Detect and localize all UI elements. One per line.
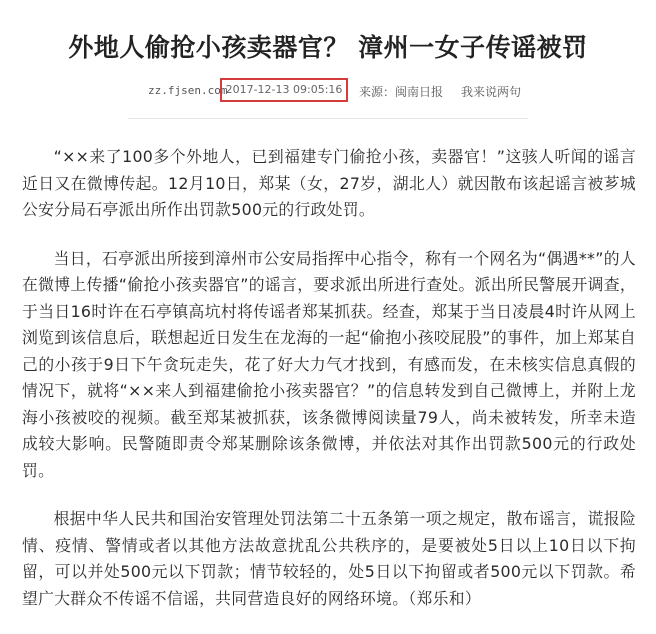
publish-datetime: 2017-12-13 09:05:16 [220,78,348,102]
site-domain: zz.fjsen.com [148,84,228,97]
article-source: 来源：闽南日报 [359,85,444,99]
article-meta [0,78,656,104]
divider [128,118,528,119]
paragraph: “××来了100多个外地人，已到福建专门偷抢小孩，卖器官！”这骇人听闻的谣言近日又在微博传起。12月10日，郑某（女，27岁，湖北人）就因散布该起谣言被芗城公安分局石亭派出所作出罚款500元的行政处罚。 [22,147,636,219]
paragraph: 根据中华人民共和国治安管理处罚法第二十五条第一项之规定，散布谣言，谎报险情、疫情、警情或者以其他方法故意扰乱公共秩序的，是要被处5日以上10日以下拘留，可以并处500元以下罚款；情节较轻的，处5日以下拘留或者500元以下罚款。希望广大群众不传谣不信谣，共同营造良好的网络环境。（郑乐和） [22,509,636,608]
article-body [22,144,636,634]
article-title: 外地人偷抢小孩卖器官？ 漳州一女子传谣被罚 [68,33,588,62]
comment-link[interactable]: 我来说两句 [461,85,522,99]
paragraph: 当日，石亭派出所接到漳州市公安局指挥中心指令，称有一个网名为“偶遇**”的人在微博上传播“偷抢小孩卖器官”的谣言，要求派出所进行查处。派出所民警展开调查，于当日16时许在石亭镇高坑村将传谣者郑某抓获。经查，郑某于当日凌晨4时许从网上浏览到该信息后，联想起近日发生在龙海的一起“偷抱小孩咬屁股”的事件，加上郑某自己的小孩于9日下午贪玩走失，花了好大力气才找到，有感而发，在未核实信息真假的情况下，就将“××来人到福建偷抢小孩卖器官？”的信息转发到自己微博上，并附上龙海小孩被咬的视频。截至郑某被抓获，该条微博阅读量79人，尚未被转发，所幸未造成较大影响。民警随即责令郑某删除该条微博，并依法对其作出罚款500元的行政处罚。 [22,248,636,480]
